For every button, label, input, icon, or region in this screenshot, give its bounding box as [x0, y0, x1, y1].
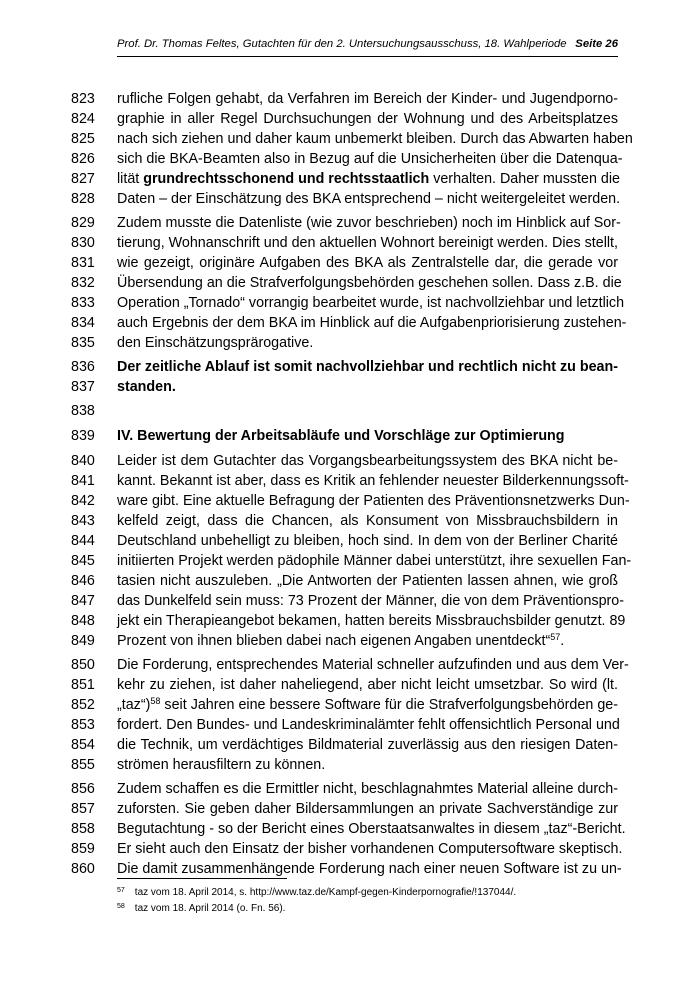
- text-segment: IV. Bewertung der Arbeitsabläufe und Vorschläge zur Optimierung: [117, 428, 565, 444]
- text-line: [117, 109, 618, 129]
- line-number: 842: [71, 493, 95, 509]
- line-number: 829: [71, 215, 95, 231]
- text-line: [117, 655, 629, 675]
- line-number: 844: [71, 533, 95, 549]
- text-line: [117, 715, 618, 735]
- line-number: 831: [71, 255, 95, 271]
- text-segment: Zudem musste die Datenliste (wie zuvor beschrieben) noch im Hinblick auf Sor-: [117, 215, 621, 231]
- text-segment: jekt ein Therapieangebot bekamen, hatten bereits Missbrauchsbilder genutzt. 89: [117, 613, 626, 629]
- line-number: 824: [71, 111, 95, 127]
- line-number: 840: [71, 453, 95, 469]
- text-segment: .: [560, 633, 565, 649]
- footnote: [117, 884, 516, 900]
- footnote-text: taz vom 18. April 2014, s. http://www.taz.de/Kampf-gegen-Kinderpornografie/!137044/.: [134, 887, 517, 898]
- text-line: [117, 531, 618, 551]
- text-segment: tierung, Wohnanschrift und den aktuellen Wohnort bereinigt werden. Dies stellt,: [117, 235, 618, 251]
- footnote: [117, 900, 285, 916]
- text-segment: auch Ergebnis der dem BKA im Hinblick auf die Aufgabenpriorisierung zustehen-: [117, 315, 627, 331]
- text-segment: lität: [117, 171, 144, 187]
- line-number: 825: [71, 131, 95, 147]
- text-line: [117, 357, 618, 377]
- footnote-text: taz vom 18. April 2014 (o. Fn. 56).: [134, 903, 286, 914]
- text-segment: Begutachtung - so der Bericht eines Oberstaatsanwaltes in diesem „taz“-Bericht.: [117, 821, 626, 837]
- text-line: [117, 735, 618, 755]
- text-line: [117, 149, 623, 169]
- text-line: [117, 273, 622, 293]
- text-line: [117, 293, 625, 313]
- line-number: 838: [71, 403, 95, 419]
- text-segment: kehr zu ziehen, ist daher naheliegend, aber nicht leicht umsetzbar. So wird (lt.: [117, 677, 618, 693]
- text-line: [117, 675, 618, 695]
- text-segment: Die Forderung, entsprechendes Material schneller aufzufinden und aus dem Ver-: [117, 657, 629, 673]
- line-number: 841: [71, 473, 95, 489]
- text-segment: „taz“): [117, 697, 151, 713]
- line-number: 839: [71, 428, 95, 444]
- text-segment: initiierten Projekt werden pädophile Männer dabei unterstützt, ihre sexuellen Fan-: [117, 553, 632, 569]
- text-line: [117, 313, 627, 333]
- text-segment: nach sich ziehen und daher kaum unbemerkt bleiben. Durch das Abwarten haben: [117, 131, 633, 147]
- text-segment: graphie in aller Regel Durchsuchungen der Wohnung und des Arbeitsplatzes: [117, 111, 618, 127]
- text-segment: Operation „Tornado“ vorrangig bearbeitet wurde, ist nachvollziehbar und letztlich: [117, 295, 625, 311]
- line-number: 834: [71, 315, 95, 331]
- text-segment: Daten – der Einschätzung des BKA entsprechend – nicht weitergeleitet werden.: [117, 191, 621, 207]
- line-number: 858: [71, 821, 95, 837]
- line-number: 857: [71, 801, 95, 817]
- text-segment: standen.: [117, 379, 176, 395]
- line-number: 847: [71, 593, 95, 609]
- line-number: 854: [71, 737, 95, 753]
- line-number: 837: [71, 379, 95, 395]
- text-line: [117, 799, 618, 819]
- text-segment: die Technik, um verdächtiges Bildmaterial zuverlässig aus den riesigen Daten-: [117, 737, 618, 753]
- text-line: [117, 377, 618, 397]
- text-line: [117, 333, 618, 353]
- text-line: [117, 631, 618, 651]
- line-number: 848: [71, 613, 95, 629]
- page-header: [117, 38, 618, 57]
- line-number: 823: [71, 91, 95, 107]
- line-number: 843: [71, 513, 95, 529]
- line-number: 833: [71, 295, 95, 311]
- line-number: 827: [71, 171, 95, 187]
- footnote-divider: [117, 878, 287, 879]
- text-line: [117, 571, 618, 591]
- text-segment: fordert. Den Bundes- und Landeskriminalämter fehlt offensichtlich Personal und: [117, 717, 620, 733]
- line-number: 846: [71, 573, 95, 589]
- text-segment: Deutschland unbehelligt zu bleiben, hoch sind. In dem von der Berliner Charité: [117, 533, 618, 549]
- line-number: 832: [71, 275, 95, 291]
- line-number: 845: [71, 553, 95, 569]
- line-number: 826: [71, 151, 95, 167]
- header-title: Prof. Dr. Thomas Feltes, Gutachten für den 2. Untersuchungsausschuss, 18. Wahlperiode: [117, 38, 567, 50]
- text-line: [117, 591, 625, 611]
- text-line: [117, 611, 626, 631]
- line-number: 836: [71, 359, 95, 375]
- text-segment: ware gibt. Eine aktuelle Befragung der Patienten des Präventionsnetzwerks Dun-: [117, 493, 630, 509]
- text-line: [117, 233, 618, 253]
- text-segment: rufliche Folgen gehabt, da Verfahren im Bereich der Kinder- und Jugendporno-: [117, 91, 618, 107]
- text-segment: Er sieht auch den Einsatz der bisher vorhandenen Computersoftware skeptisch.: [117, 841, 623, 857]
- text-segment: strömen herausfiltern zu können.: [117, 757, 326, 773]
- line-number: 856: [71, 781, 95, 797]
- section-heading: [117, 426, 618, 446]
- text-segment: das Dunkelfeld sein muss: 73 Prozent der Männer, die von dem Präventionspro-: [117, 593, 625, 609]
- text-line: [117, 819, 626, 839]
- line-number: 853: [71, 717, 95, 733]
- text-line: [117, 471, 629, 491]
- text-line: [117, 129, 633, 149]
- text-segment: wie gezeigt, originäre Aufgaben des BKA als Zentralstelle dar, die gerade vor: [117, 255, 618, 271]
- line-number: 835: [71, 335, 95, 351]
- text-segment: verhalten. Daher mussten die: [429, 171, 620, 187]
- text-line: [117, 451, 618, 471]
- text-line: [117, 169, 618, 189]
- text-segment: tasien nicht auszuleben. „Die Antworten der Patienten lassen ahnen, wie groß: [117, 573, 618, 589]
- text-segment: Der zeitliche Ablauf ist somit nachvollziehbar und rechtlich nicht zu bean-: [117, 359, 618, 375]
- text-segment: zuforsten. Sie geben daher Bildersammlungen an private Sachverständige zur: [117, 801, 618, 817]
- text-segment: Prozent von ihnen blieben dabei nach eigenen Angaben unentdeckt“: [117, 633, 551, 649]
- footnote-reference: 58: [150, 696, 161, 706]
- text-segment: Leider ist dem Gutachter das Vorgangsbearbeitungssystem des BKA nicht be-: [117, 453, 618, 469]
- line-number: 828: [71, 191, 95, 207]
- text-segment: sich die BKA-Beamten also in Bezug auf die Unsicherheiten über die Datenqua-: [117, 151, 623, 167]
- text-line: [117, 755, 618, 775]
- text-line: [117, 511, 618, 531]
- line-number: 855: [71, 757, 95, 773]
- text-line: [117, 859, 622, 879]
- text-line: [117, 839, 623, 859]
- footnote-number: 58: [117, 903, 125, 910]
- text-line: [117, 491, 630, 511]
- line-number: 849: [71, 633, 95, 649]
- text-line: [117, 695, 618, 715]
- bold-text: grundrechtsschonend und rechtsstaatlich: [143, 171, 430, 187]
- text-line: [117, 779, 618, 799]
- text-segment: Zudem schaffen es die Ermittler nicht, beschlagnahmtes Material alleine durch-: [117, 781, 618, 797]
- text-segment: Übersendung an die Strafverfolgungsbehörden geschehen sollen. Dass z.B. die: [117, 275, 622, 291]
- line-number: 850: [71, 657, 95, 673]
- text-segment: kannt. Bekannt ist aber, dass es Kritik an fehlender neuester Bilderkennungssoft-: [117, 473, 629, 489]
- text-segment: seit Jahren eine bessere Software für die Strafverfolgungsbehörden ge-: [160, 697, 618, 713]
- text-line: [117, 551, 632, 571]
- footnote-reference: 57: [550, 632, 561, 642]
- text-line: [117, 213, 621, 233]
- footnote-number: 57: [117, 887, 125, 894]
- line-number: 830: [71, 235, 95, 251]
- text-segment: kelfeld zeigt, dass die Chancen, als Konsument von Missbrauchsbildern in: [117, 513, 618, 529]
- text-segment: Die damit zusammenhängende Forderung nach einer neuen Software ist zu un-: [117, 861, 622, 877]
- page-number: Seite 26: [575, 38, 618, 50]
- line-number: 860: [71, 861, 95, 877]
- line-number: 851: [71, 677, 95, 693]
- text-line: [117, 189, 621, 209]
- line-number: 859: [71, 841, 95, 857]
- line-number: 852: [71, 697, 95, 713]
- text-segment: den Einschätzungsprärogative.: [117, 335, 314, 351]
- text-line: [117, 253, 618, 273]
- text-line: [117, 89, 618, 109]
